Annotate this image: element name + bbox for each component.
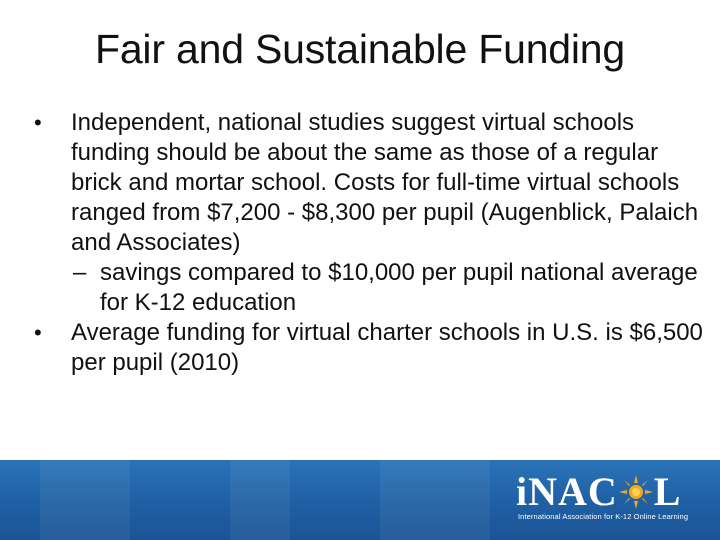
bullet-marker: • [34, 110, 42, 135]
sun-icon [619, 475, 653, 509]
sub-bullet-text: savings compared to $10,000 per pupil national average for K-12 education [100, 259, 698, 316]
footer-stripe [230, 460, 290, 540]
sub-bullet-item [34, 258, 710, 318]
inacol-logo [508, 468, 712, 528]
sub-bullet-marker: – [73, 259, 87, 286]
logo-wordmark [516, 470, 681, 514]
bullet-text: Average funding for virtual charter schools in U.S. is $6,500 per pupil (2010) [71, 319, 703, 376]
logo-tagline: International Association for K-12 Online Learning [518, 512, 689, 521]
bullet-text: Independent, national studies suggest virtual schools funding should be about the same as those of a regular brick and mortar school. Costs for full-time virtual schools ranged from $7,200 - $8,300 per pupil (Augenblick, Palaich and Associates) [71, 109, 699, 256]
footer-stripe [40, 460, 130, 540]
bullet-item [34, 108, 710, 258]
logo-text-suffix: L [653, 469, 682, 514]
page-title: Fair and Sustainable Funding [94, 26, 626, 72]
bullet-marker: • [34, 320, 42, 345]
slide-body [34, 108, 710, 378]
logo-text-prefix: iNAC [516, 469, 618, 514]
bullet-item [34, 318, 710, 378]
footer-stripe [380, 460, 490, 540]
